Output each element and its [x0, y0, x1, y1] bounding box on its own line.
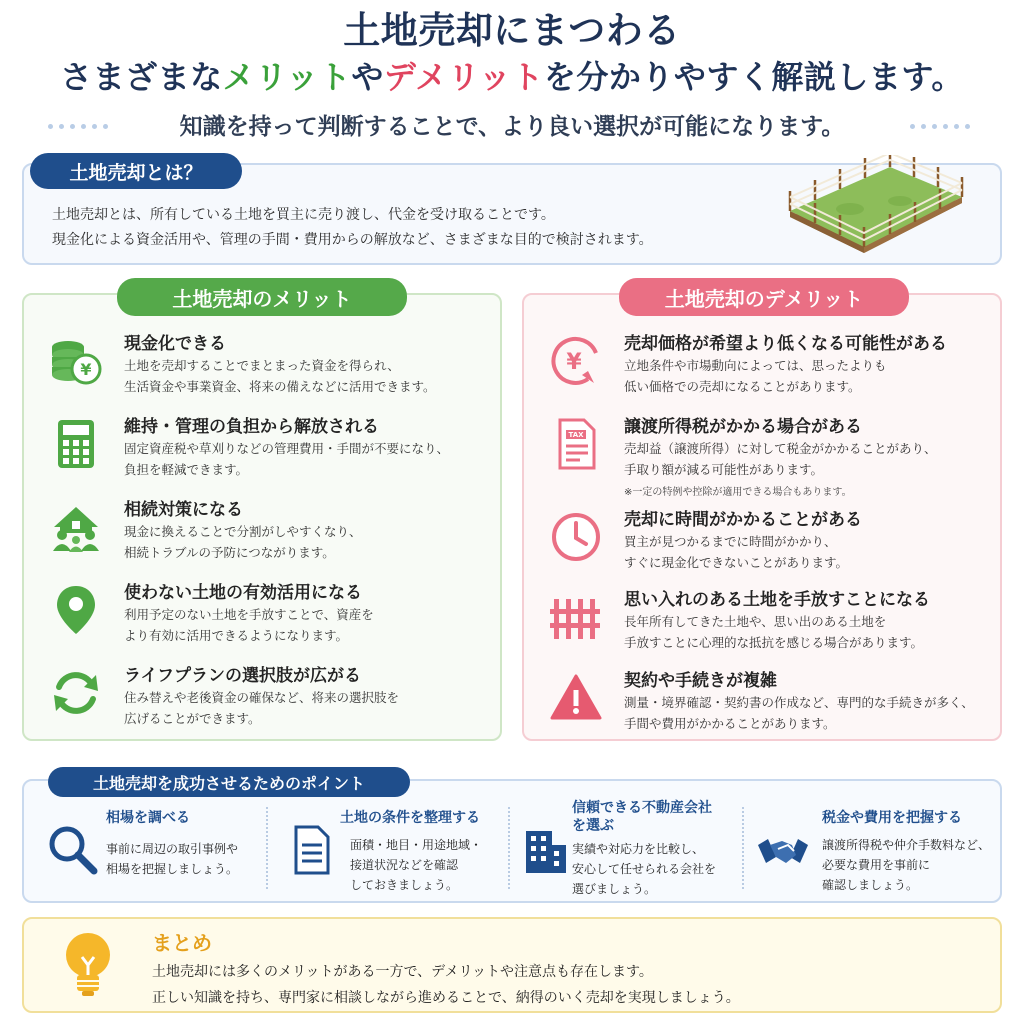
- summary-line: 正しい知識を持ち、専門家に相談しながら進めることで、納得のいく売却を実現しましょう。: [152, 990, 740, 1006]
- point-desc: [106, 839, 238, 879]
- summary-line: 土地売却には多くのメリットがある一方で、デメリットや注意点も存在します。: [152, 964, 653, 980]
- title-demerit-word: デメリット: [383, 58, 544, 96]
- intro-line-1: 土地売却とは、所有している土地を買主に売り渡し、代金を受け取ることです。: [52, 207, 555, 223]
- merit-title: 相続対策になる: [124, 500, 243, 520]
- title-mid: や: [351, 58, 384, 96]
- merit-desc: [124, 521, 362, 563]
- calculator-icon: [48, 416, 104, 472]
- warning-icon: [548, 670, 604, 726]
- merit-desc-line: より有効に活用できるようになります。: [124, 628, 349, 643]
- decor-dots-right: [910, 124, 970, 129]
- point-title-line: 土地の条件を整理する: [340, 810, 480, 826]
- page-title: [0, 8, 1024, 100]
- merit-title: 使わない土地の有効活用になる: [124, 583, 362, 603]
- point-title: [822, 809, 962, 827]
- merit-desc: [124, 604, 374, 646]
- demerits-label: 土地売却のデメリット: [619, 278, 909, 316]
- summary-title: まとめ: [152, 931, 212, 955]
- merit-desc-line: 生活資金や事業資金、将来の備えなどに活用できます。: [124, 379, 436, 394]
- yen-down-icon: [548, 333, 604, 389]
- demerit-desc-line: 手取り額が減る可能性があります。: [624, 462, 824, 477]
- demerit-desc: [624, 531, 848, 573]
- merit-desc: [124, 438, 449, 480]
- demerits-panel: [522, 286, 1002, 741]
- title-post: を分かりやすく解説します。: [543, 58, 964, 96]
- point-desc-line: 必要な費用を事前に: [822, 858, 931, 872]
- point-desc-line: 相場を把握しましょう。: [106, 862, 239, 876]
- demerit-desc-line: 手間や費用がかかることがあります。: [624, 716, 836, 731]
- document-list-icon: [286, 823, 340, 877]
- divider: [508, 807, 510, 889]
- point-desc-line: 事前に周辺の取引事例や: [106, 842, 239, 856]
- svg-text:¥: ¥: [80, 360, 92, 379]
- demerit-title: 譲渡所得税がかかる場合がある: [624, 417, 862, 437]
- point-item: [286, 801, 506, 897]
- demerit-note: ※一定の特例や控除が適用できる場合もあります。: [624, 487, 852, 498]
- intro-line-2: 現金化による資金活用や、管理の手間・費用からの解放など、さまざまな目的で検討されます。: [52, 232, 653, 248]
- point-item: [46, 801, 266, 897]
- divider: [266, 807, 268, 889]
- merit-desc-line: 土地を売却することでまとまった資金を得られ、: [124, 358, 400, 373]
- merit-desc-line: 広げることができます。: [124, 711, 261, 726]
- magnifier-icon: [46, 823, 100, 877]
- point-item: [756, 801, 996, 897]
- intro-text: [52, 203, 653, 253]
- point-desc: [572, 839, 716, 899]
- page-subtitle: 知識を持って判断することで、より良い選択が可能になります。: [179, 114, 845, 140]
- title-merit-word: メリット: [222, 58, 352, 96]
- title-pre: さまざまな: [60, 58, 223, 96]
- lightbulb-icon: [58, 927, 118, 1007]
- merit-desc-line: 利用予定のない土地を手放すことで、資産を: [124, 607, 374, 622]
- fence-icon: [548, 589, 604, 645]
- point-desc: [350, 835, 482, 895]
- summary-desc: [152, 959, 740, 1011]
- point-desc-line: 確認しましょう。: [822, 878, 919, 892]
- demerit-desc: [624, 355, 887, 397]
- merit-desc-line: 住み替えや老後資金の確保など、将来の選択肢を: [124, 690, 400, 705]
- summary-section: [22, 917, 1002, 1013]
- point-desc-line: 接道状況などを確認: [350, 858, 459, 872]
- demerit-title: 思い入れのある土地を手放すことになる: [624, 590, 930, 610]
- merit-title: 維持・管理の負担から解放される: [124, 417, 379, 437]
- merit-desc-line: 負担を軽減できます。: [124, 462, 249, 477]
- demerit-desc-line: 手放すことに心理的な抵抗を感じる場合があります。: [624, 635, 924, 650]
- point-title-line: 税金や費用を把握する: [822, 810, 962, 826]
- demerit-desc: [624, 438, 937, 480]
- family-house-icon: [48, 499, 104, 555]
- merits-panel: [22, 286, 502, 741]
- demerit-title: 売却価格が希望より低くなる可能性がある: [624, 334, 947, 354]
- svg-text:¥: ¥: [566, 350, 582, 375]
- point-desc-line: 譲渡所得税や仲介手数料など、: [822, 838, 991, 852]
- point-desc-line: 安心して任せられる会社を: [572, 862, 717, 876]
- demerit-desc-line: 長年所有してきた土地や、思い出のある土地を: [624, 614, 887, 629]
- point-title-line: 信頼できる不動産会社: [572, 800, 712, 816]
- location-pin-icon: [48, 582, 104, 638]
- point-item: [518, 801, 738, 897]
- point-desc-line: 選びましょう。: [572, 882, 657, 896]
- merit-desc-line: 相続トラブルの予防につながります。: [124, 545, 335, 560]
- demerit-desc: [624, 692, 974, 734]
- merit-desc-line: 固定資産税や草刈りなどの管理費用・手間が不要になり、: [124, 441, 450, 456]
- merit-title: ライフプランの選択肢が広がる: [124, 666, 361, 686]
- demerit-desc-line: 低い価格での売却になることがあります。: [624, 379, 861, 394]
- title-line-2: [0, 54, 1024, 100]
- point-title: [572, 799, 712, 835]
- points-section: [22, 773, 1002, 903]
- demerit-desc-line: 立地条件や市場動向によっては、思ったよりも: [624, 358, 887, 373]
- divider: [742, 807, 744, 889]
- svg-text:TAX: TAX: [568, 431, 584, 439]
- demerit-desc-line: 測量・境界確認・契約書の作成など、専門的な手続きが多く、: [624, 695, 974, 710]
- point-title: [340, 809, 480, 827]
- intro-label: 土地売却とは？: [30, 153, 242, 189]
- points-label: 土地売却を成功させるためのポイント: [48, 767, 410, 797]
- point-title-line: 相場を調べる: [106, 810, 190, 826]
- merits-label: 土地売却のメリット: [117, 278, 407, 316]
- demerit-desc-line: 売却益（譲渡所得）に対して税金がかかることがあり、: [624, 441, 937, 456]
- demerit-desc-line: すぐに現金化できないことがあります。: [624, 555, 849, 570]
- coins-yen-icon: [48, 333, 104, 389]
- intro-section: [22, 163, 1002, 265]
- merit-desc: [124, 687, 399, 729]
- point-title-line: を選ぶ: [572, 818, 614, 834]
- fenced-land-illustration: [780, 155, 970, 267]
- title-line-1: 土地売却にまつわる: [343, 9, 681, 52]
- demerit-desc: [624, 611, 923, 653]
- point-desc-line: 実績や対応力を比較し、: [572, 842, 705, 856]
- point-desc-line: しておきましょう。: [350, 878, 459, 892]
- building-icon: [518, 823, 572, 877]
- merit-desc: [124, 355, 436, 397]
- point-title: [106, 809, 190, 827]
- tax-document-icon: [548, 416, 604, 472]
- merit-desc-line: 現金に換えることで分割がしやすくなり、: [124, 524, 362, 539]
- clock-icon: [548, 509, 604, 565]
- point-desc: [822, 835, 990, 895]
- handshake-icon: [756, 823, 810, 877]
- demerit-title: 売却に時間がかかることがある: [624, 510, 862, 530]
- refresh-icon: [48, 665, 104, 721]
- demerit-desc-line: 買主が見つかるまでに時間がかかり、: [624, 534, 837, 549]
- demerit-title: 契約や手続きが複雑: [624, 671, 777, 691]
- point-desc-line: 面積・地目・用途地域・: [350, 838, 483, 852]
- merit-title: 現金化できる: [124, 334, 226, 354]
